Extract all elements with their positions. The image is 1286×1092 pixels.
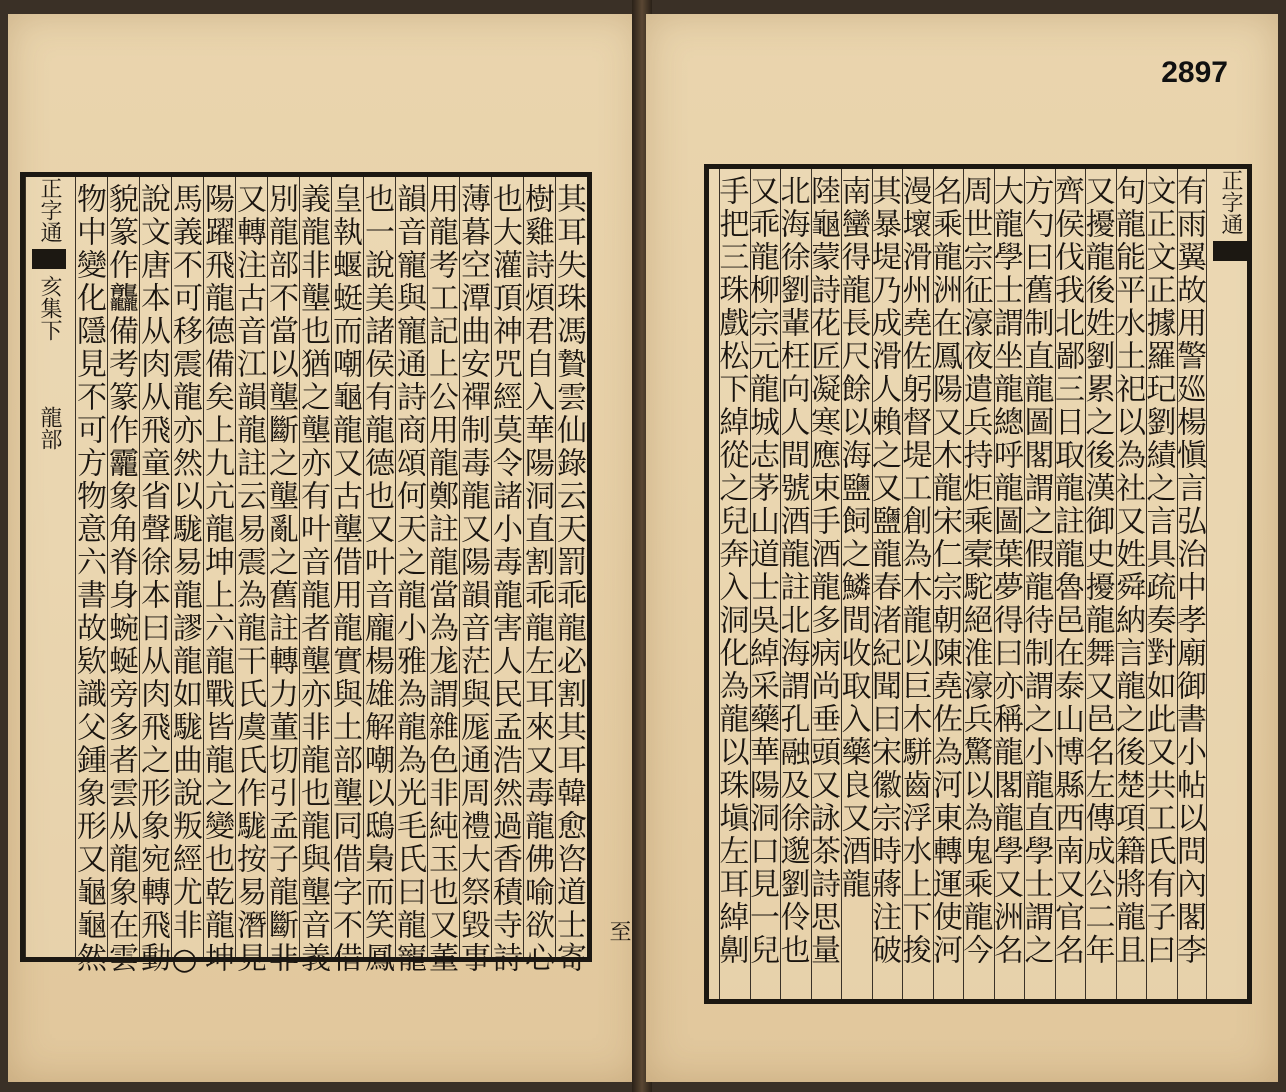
text-column: 句龍能平水土祀以為社又姓舜納言龍之後楚項籍將龍且: [1116, 169, 1147, 999]
text-column: 也大灌頂神咒經莫令諸小毒龍害人民孟浩然過香積寺詩: [491, 177, 523, 957]
text-column: 齊侯伐我北鄙三日取龍註龍魯邑在泰山博縣西南又官名: [1055, 169, 1086, 999]
margin-volume: 亥集下: [37, 275, 62, 366]
margin-column: [25, 177, 66, 957]
margin-section: 龍部: [37, 406, 62, 450]
margin-title: 正字通: [1218, 169, 1243, 235]
text-column: 方勺曰舊制直龍圖閣謂之假龍待制謂之小龍直學士謂之: [1024, 169, 1055, 999]
text-column: 別龍部不當以壟斷之壟亂之舊註轉力董切引孟子龍斷非: [267, 177, 299, 957]
text-column: 手把三珠戲松下綽從之兒奔入洞化為龍以珠塡左耳綽劓: [719, 169, 750, 999]
text-column: 皇執蝘蜓而嘲龜龍又古壟借用龍實與土部壟同借字不借: [331, 177, 363, 957]
right-page: [646, 14, 1278, 1082]
text-column: 又轉注古音江韻龍註云易震為龍干氏虞氏作駹按易潛見: [235, 177, 267, 957]
text-column: 馬義不可移震龍亦然以駹易龍謬龍如駹曲說叛經尤非○: [171, 177, 203, 957]
text-column: 用龍考工記上公用龍鄭註龍當為尨謂雜色非純玉也又董: [427, 177, 459, 957]
text-column: 其耳失珠馮贄雲仙錄云天罰乖龍必割其耳韓愈咨道士寄: [555, 177, 587, 957]
right-text-frame: [704, 164, 1252, 1004]
text-column: 文正文正據羅玘劉績之言具疏奏對如此又共工氏有子曰: [1146, 169, 1177, 999]
text-column: 又乖龍柳宗元龍城志茅山道士吳綽采藥華陽洞口見一兒: [750, 169, 781, 999]
text-column: 韻音寵與寵通詩商頌何天之龍小雅為龍為光毛氏曰龍寵: [395, 177, 427, 957]
text-column: 又擾龍後姓劉累之後漢御史擾龍舞又邑名左傳成公二年: [1085, 169, 1116, 999]
text-column: 有雨翼故用警廵楊愼言弘治中孝廟御書小帖以問內閣李: [1177, 169, 1208, 999]
fish-tail-ornament: [32, 249, 66, 269]
left-text-frame: [20, 172, 592, 980]
text-column: 其暴堤乃成滑人賴之又鹽龍春渚紀聞曰宋徽宗時蔣注破: [872, 169, 903, 999]
text-column: 陽躍飛龍德備矣上九亢龍坤上六龍戰皆龍之變也乾龍坤: [203, 177, 235, 957]
text-column: 貌篆作龘備考篆作龗象角脊身蜿蜒旁多者雲从龍象在雲: [107, 177, 139, 957]
text-column: 南蠻得龍長尺餘以海鹽飼之鱗間收取入藥良又酒龍: [841, 169, 872, 999]
text-column: 說文唐本从肉从飛童省聲徐本曰从肉飛之形象宛轉飛動: [139, 177, 171, 957]
folio-number: 至: [606, 920, 631, 942]
fish-tail-ornament: [1213, 241, 1247, 261]
text-column: 義龍非壟也猶之壟亦有叶音龍者壟亦非龍也龍與壟音義: [299, 177, 331, 957]
text-column: 名乘龍洲在鳳陽又木龍宋仁宗朝陳堯佐為河東轉運使河: [933, 169, 964, 999]
text-column: 北海徐劉輩枉向人間號酒龍註北海謂孔融及徐邈劉伶也: [780, 169, 811, 999]
text-column: 物中變化隱見不可方物意六書故欵識父鍾象形又龜龜然: [75, 177, 107, 957]
text-column: 漫壞滑州堯佐躬督堤工創為木龍以巨木駢齒浮水上下捘: [902, 169, 933, 999]
text-column: 也一說美諸侯有龍德也又叶音龐楊雄解嘲以鴟梟而笑鳳: [363, 177, 395, 957]
text-column: 薄暮空潭曲安禪制毒龍又陽韻音茫與厖通周禮大祭毀事: [459, 177, 491, 957]
text-column: 周世宗征濠夜遣兵持炬乘槖駝絕淮濠兵驚以為鬼乘龍今: [963, 169, 994, 999]
text-column: 大龍學士謂坐龍總呼龍圖葉夢得曰亦稱龍閣龍學又洲名: [994, 169, 1025, 999]
page-number: 2897: [1161, 56, 1228, 89]
text-column: 樹雞詩煩君自入華陽洞直割乖龍左耳來又毒龍佛喻欲心: [523, 177, 555, 957]
left-page: [8, 14, 640, 1082]
margin-column: [1206, 169, 1247, 999]
text-column: 陸龜蒙詩花匠凝寒應束手酒龍多病尚垂頭又詠茶詩思量: [811, 169, 842, 999]
margin-title: 正字通: [37, 177, 62, 243]
